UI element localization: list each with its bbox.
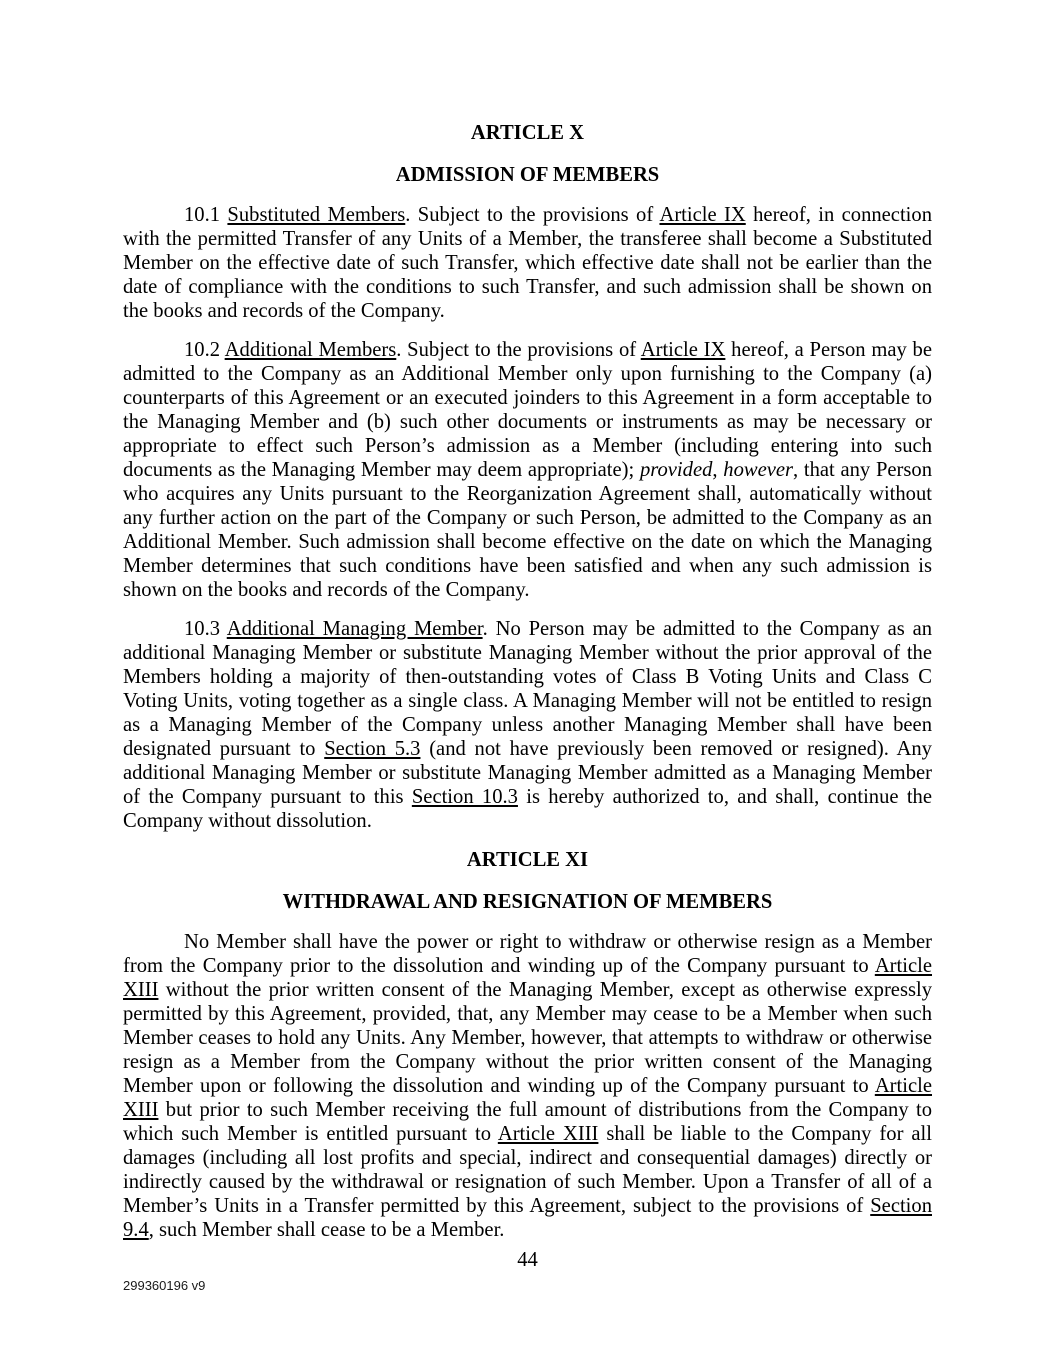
text-segment: . Subject to the provisions of	[396, 339, 641, 361]
article-xi-section	[123, 848, 932, 1242]
text-segment-underline: Article XIII	[123, 955, 932, 1001]
paragraph-withdrawal	[123, 930, 932, 1242]
paragraph-section-10-2	[123, 338, 932, 602]
text-segment-underline: Article XIII	[123, 1075, 932, 1121]
text-segment: . No Person may be admitted to the Company as an additional Managing Member or substitute Managing Member without the prior approval of the Members holding a majority of then-outstanding votes of Class B Voting Units and Class C Voting Units, voting together as a single class. A Managing Member will not be entitled to resign as a Managing Member of the Company unless another Managing Member shall have been designated pursuant to	[123, 618, 933, 760]
text-segment: shall be liable to the Company for all damages (including all lost profits and special, indirect and consequential damages) directly or indirectly caused by the withdrawal or resignation of such Member. Upon a Transfer of all of a Member’s Units in a Transfer permitted by this Agreement, subject to the provisions of	[123, 1123, 932, 1217]
text-segment: 10.1	[184, 204, 228, 226]
text-segment: but prior to such Member receiving the full amount of distributions from the Company to which such Member is entitled pursuant to	[123, 1099, 932, 1145]
paragraph-section-10-3	[123, 617, 932, 833]
text-segment: without the prior written consent of the Managing Member, except as otherwise expressly permitted by this Agreement, provided, that, any Member may cease to be a Member when such Member ceases to hold any Units. Any Member, however, that attempts to withdraw or otherwise resign as a Member from the Company without the prior written consent of the Managing Member upon or following the dissolution and winding up of the Company pursuant to	[123, 979, 932, 1097]
text-segment: , such Member shall cease to be a Member.	[148, 1219, 505, 1241]
text-segment: No Member shall have the power or right to withdraw or otherwise resign as a Member from the Company prior to the dissolution and winding up of the Company pursuant to	[123, 931, 932, 977]
text-segment-underline: Substituted Members	[227, 204, 406, 226]
text-segment-underline: Article IX	[659, 204, 746, 226]
article-x-section	[123, 121, 932, 833]
article-xi-subheading: WITHDRAWAL AND RESIGNATION OF MEMBERS	[282, 891, 773, 913]
text-segment-underline: Section 10.3	[411, 786, 518, 808]
article-xi-heading: ARTICLE XI	[466, 849, 589, 871]
page-number: 44	[517, 1249, 538, 1271]
text-segment-underline: Section 5.3	[324, 738, 421, 760]
text-segment: hereof, in connection with the permitted Transfer of any Units of a Member, the transferee shall become a Substituted Member on the effective date of such Transfer, which effective date shall not be earlier than the date of compliance with the conditions to such Transfer, and such admission shall be shown on the books and records of the Company.	[123, 204, 932, 322]
article-x-subheading: ADMISSION OF MEMBERS	[395, 164, 660, 186]
text-segment-underline: Additional Managing Member	[226, 618, 483, 640]
text-segment: . Subject to the provisions of	[405, 204, 660, 226]
article-x-heading: ARTICLE X	[470, 122, 585, 144]
text-segment: 10.3	[184, 618, 227, 640]
text-segment: hereof, a Person may be admitted to the Company as an Additional Member only upon furnishing to the Company (a) counterparts of this Agreement or an executed joinders to this Agreement in a form acceptable to the Managing Member and (b) such other documents or instruments as may be necessary or appropriate to effect such Person’s admission as a Member (including entering into such documents as the Managing Member may deem appropriate);	[123, 339, 932, 481]
text-segment: (and not have previously been removed or resigned). Any additional Managing Member or substitute Managing Member admitted as a Managing Member of the Company pursuant to this	[123, 738, 932, 808]
text-segment-italic: provided	[639, 459, 713, 481]
text-segment-underline: Additional Members	[224, 339, 397, 361]
text-segment: , that any Person who acquires any Units pursuant to the Reorganization Agreement shall, automatically without any further action on the part of the Company or such Person, be admitted to the Company as an Additional Member. Such admission shall become effective on the date on which the Managing Member determines that such conditions have been satisfied and when any such admission is shown on the books and records of the Company.	[123, 459, 933, 601]
text-segment: 10.2	[184, 339, 225, 361]
text-segment: ,	[712, 459, 724, 481]
text-segment-underline: Section 9.4	[123, 1195, 932, 1241]
paragraph-section-10-1	[123, 203, 932, 323]
text-segment: is hereby authorized to, and shall, continue the Company without dissolution.	[123, 786, 932, 832]
text-segment-italic: however	[723, 459, 794, 481]
text-segment-underline: Article IX	[640, 339, 726, 361]
document-id-footer: 299360196 v9	[123, 1278, 206, 1293]
text-segment-underline: Article XIII	[497, 1123, 599, 1145]
